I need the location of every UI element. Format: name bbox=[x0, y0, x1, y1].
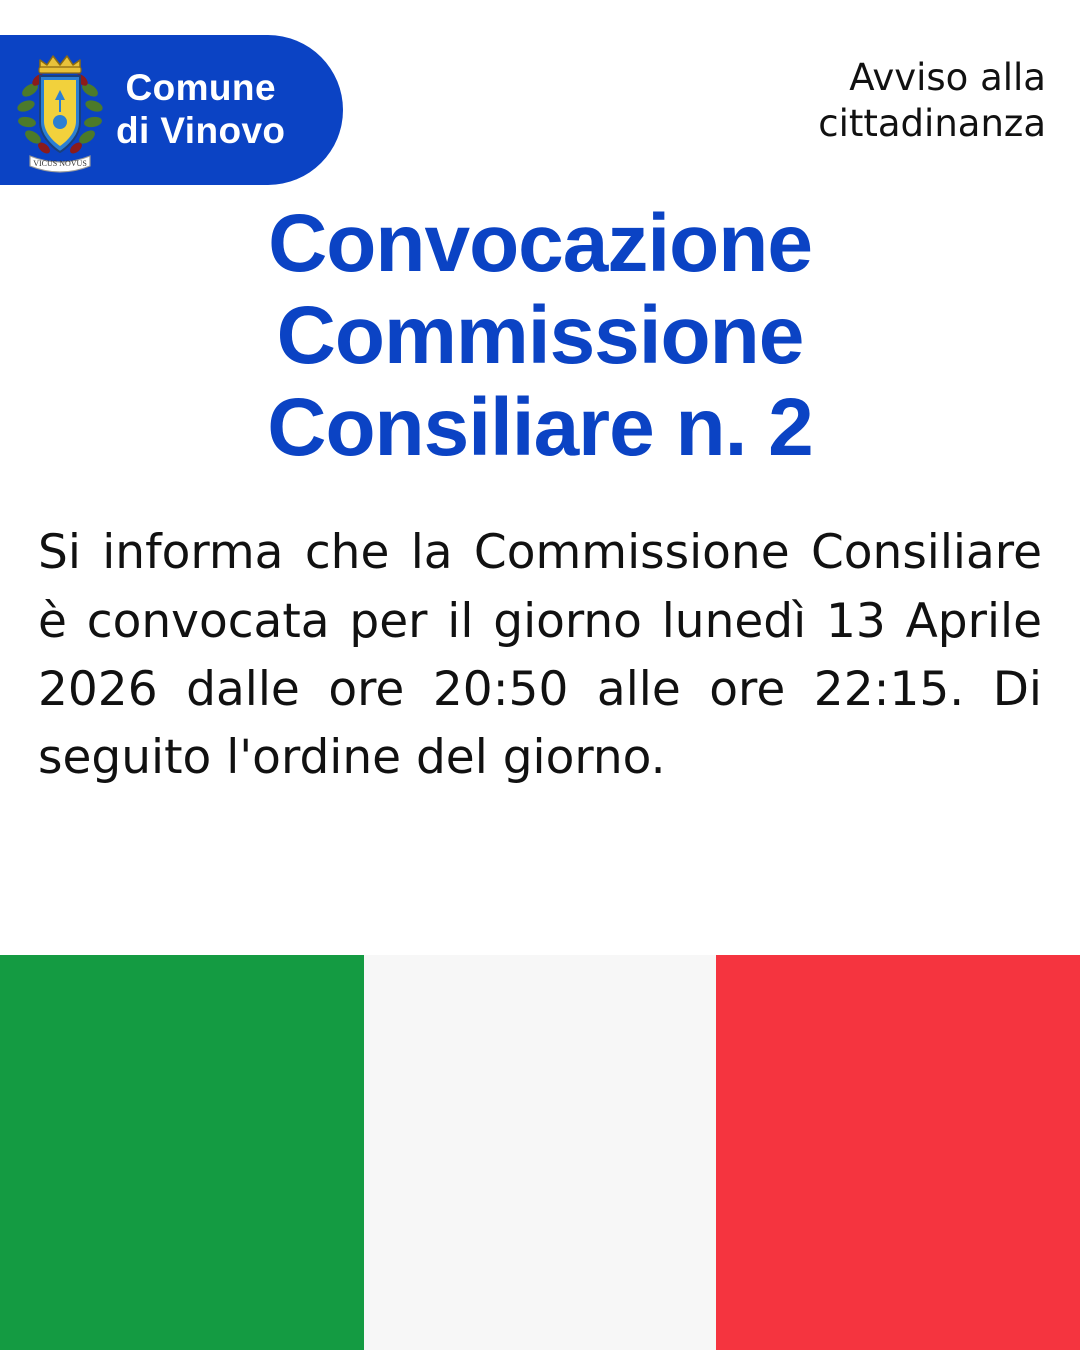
page-title-line3: Consiliare n. 2 bbox=[267, 381, 813, 473]
comune-badge-text bbox=[116, 67, 285, 152]
flag-band-white bbox=[364, 955, 716, 1350]
notice-kicker-line2: cittadinanza bbox=[818, 102, 1046, 146]
flag-band-red bbox=[716, 955, 1080, 1350]
coat-of-arms-icon bbox=[14, 40, 106, 180]
page-title-line2: Commissione bbox=[276, 289, 804, 381]
page-title bbox=[40, 198, 1040, 473]
notice-body: Si informa che la Commissione Consiliare è convocata per il giorno lunedì 13 Aprile 2026 dalle ore 20:50 alle ore 22:15. Di seguito l'ordine del giorno. bbox=[38, 525, 1042, 785]
svg-text:VICUS NOVUS: VICUS NOVUS bbox=[33, 159, 87, 168]
comune-badge-line2: di Vinovo bbox=[116, 110, 286, 151]
italian-flag bbox=[0, 955, 1080, 1350]
notice-kicker bbox=[818, 55, 1046, 148]
header bbox=[0, 0, 1080, 190]
flag-band-green bbox=[0, 955, 364, 1350]
comune-badge bbox=[0, 35, 343, 185]
comune-badge-line1: Comune bbox=[125, 67, 276, 109]
page-title-line1: Convocazione bbox=[268, 198, 812, 289]
notice-kicker-line1: Avviso alla bbox=[849, 56, 1046, 99]
